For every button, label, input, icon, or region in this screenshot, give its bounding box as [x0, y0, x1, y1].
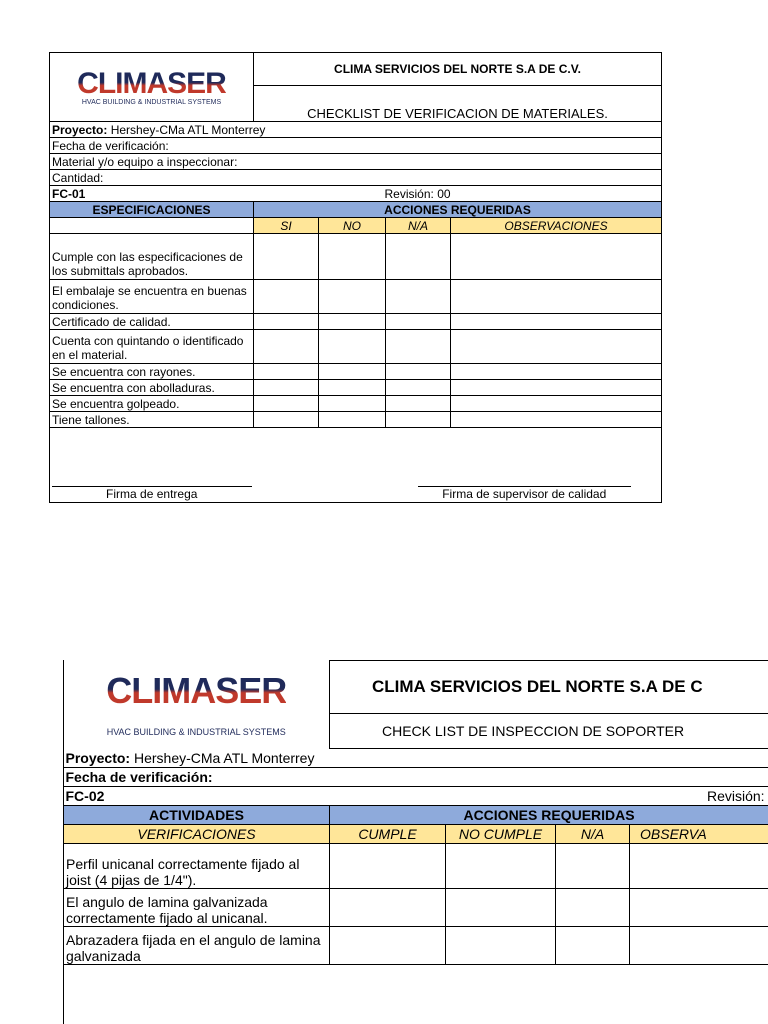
si-cell[interactable] — [254, 314, 319, 330]
company-logo: CLIMASER HVAC BUILDING & INDUSTRIAL SYSTEMS — [50, 53, 254, 122]
subheader-na: N/A — [556, 825, 630, 844]
table-row — [50, 380, 662, 396]
signature-delivery: Firma de entrega — [50, 486, 254, 503]
na-cell[interactable] — [386, 280, 451, 314]
material-row: Material y/o equipo a inspeccionar: — [50, 154, 662, 170]
quantity-row: Cantidad: — [50, 170, 662, 186]
company-name: CLIMA SERVICIOS DEL NORTE S.A DE C — [330, 661, 768, 714]
item-label: Abrazadera fijada en el angulo de lamina galvanizada — [64, 927, 330, 965]
table-row — [50, 412, 662, 428]
cumple-cell[interactable] — [330, 889, 446, 927]
form-code: FC-01 — [50, 186, 254, 202]
checklist-table-fc02 — [63, 660, 768, 965]
table-row — [50, 396, 662, 412]
item-label: Cumple con las especificaciones de los submittals aprobados. — [50, 234, 254, 280]
na-cell[interactable] — [386, 314, 451, 330]
no-cell[interactable] — [319, 314, 386, 330]
no-cell[interactable] — [319, 412, 386, 428]
table-row — [64, 844, 768, 889]
item-label: Cuenta con quintando o identificado en el material. — [50, 330, 254, 364]
form-code: FC-02 — [64, 787, 630, 806]
observations-cell[interactable] — [630, 844, 768, 889]
header-activities: ACTIVIDADES — [64, 806, 330, 825]
table-row — [64, 927, 768, 965]
table-row — [50, 280, 662, 314]
observations-cell[interactable] — [451, 364, 662, 380]
signature-space — [50, 428, 662, 487]
revision-label: Revisión: — [630, 787, 768, 806]
na-cell[interactable] — [386, 412, 451, 428]
si-cell[interactable] — [254, 234, 319, 280]
subheader-si: SI — [254, 218, 319, 234]
na-cell[interactable] — [556, 927, 630, 965]
si-cell[interactable] — [254, 412, 319, 428]
na-cell[interactable] — [386, 364, 451, 380]
na-cell[interactable] — [556, 844, 630, 889]
signature-supervisor: Firma de supervisor de calidad — [386, 486, 662, 503]
revision-label: Revisión: 00 — [254, 186, 662, 202]
observations-cell[interactable] — [630, 889, 768, 927]
na-cell[interactable] — [386, 396, 451, 412]
observations-cell[interactable] — [451, 380, 662, 396]
header-required-actions: ACCIONES REQUERIDAS — [254, 202, 662, 218]
si-cell[interactable] — [254, 280, 319, 314]
no-cell[interactable] — [319, 380, 386, 396]
subheader-verifications: VERIFICACIONES — [64, 825, 330, 844]
no-cumple-cell[interactable] — [446, 844, 556, 889]
item-label: Se encuentra con abolladuras. — [50, 380, 254, 396]
si-cell[interactable] — [254, 330, 319, 364]
observations-cell[interactable] — [451, 280, 662, 314]
observations-cell[interactable] — [451, 314, 662, 330]
na-cell[interactable] — [386, 234, 451, 280]
verification-date-row: Fecha de verificación: — [50, 138, 662, 154]
no-cumple-cell[interactable] — [446, 889, 556, 927]
item-label: Perfil unicanal correctamente fijado al joist (4 pijas de 1/4"). — [64, 844, 330, 889]
item-label: Se encuentra golpeado. — [50, 396, 254, 412]
header-specifications: ESPECIFICACIONES — [50, 202, 254, 218]
subheader-cumple: CUMPLE — [330, 825, 446, 844]
observations-cell[interactable] — [451, 396, 662, 412]
document-title: CHECKLIST DE VERIFICACION DE MATERIALES. — [254, 86, 662, 122]
item-label: Certificado de calidad. — [50, 314, 254, 330]
subheader-observations: OBSERVACIONES — [451, 218, 662, 234]
left-border-line — [63, 660, 64, 1024]
verification-date-row: Fecha de verificación: — [64, 768, 768, 787]
table-row — [50, 234, 662, 280]
project-row: Proyecto: Hershey-CMa ATL Monterrey — [50, 122, 662, 138]
subheader-no: NO — [319, 218, 386, 234]
si-cell[interactable] — [254, 380, 319, 396]
item-label: El angulo de lamina galvanizada correctamente fijado al unicanal. — [64, 889, 330, 927]
company-name: CLIMA SERVICIOS DEL NORTE S.A DE C.V. — [254, 53, 662, 86]
no-cell[interactable] — [319, 234, 386, 280]
project-row: Proyecto: Hershey-CMa ATL Monterrey — [64, 749, 768, 768]
header-required-actions: ACCIONES REQUERIDAS — [330, 806, 768, 825]
observations-cell[interactable] — [630, 927, 768, 965]
checklist-table-fc01 — [49, 52, 662, 503]
no-cell[interactable] — [319, 364, 386, 380]
item-label: Se encuentra con rayones. — [50, 364, 254, 380]
na-cell[interactable] — [386, 330, 451, 364]
na-cell[interactable] — [556, 889, 630, 927]
subheader-no-cumple: NO CUMPLE — [446, 825, 556, 844]
checklist-sheet-fc01 — [49, 52, 661, 503]
no-cell[interactable] — [319, 330, 386, 364]
no-cell[interactable] — [319, 280, 386, 314]
si-cell[interactable] — [254, 364, 319, 380]
company-logo: CLIMASER HVAC BUILDING & INDUSTRIAL SYSTEMS — [106, 669, 287, 737]
subheader-blank — [50, 218, 254, 234]
item-label: Tiene tallones. — [50, 412, 254, 428]
subheader-na: N/A — [386, 218, 451, 234]
checklist-sheet-fc02 — [63, 660, 768, 965]
no-cell[interactable] — [319, 396, 386, 412]
table-row — [50, 330, 662, 364]
na-cell[interactable] — [386, 380, 451, 396]
item-label: El embalaje se encuentra en buenas condiciones. — [50, 280, 254, 314]
table-row — [64, 889, 768, 927]
cumple-cell[interactable] — [330, 927, 446, 965]
observations-cell[interactable] — [451, 412, 662, 428]
table-row — [50, 314, 662, 330]
no-cumple-cell[interactable] — [446, 927, 556, 965]
cumple-cell[interactable] — [330, 844, 446, 889]
observations-cell[interactable] — [451, 234, 662, 280]
observations-cell[interactable] — [451, 330, 662, 364]
document-title: CHECK LIST DE INSPECCION DE SOPORTER — [330, 714, 768, 749]
si-cell[interactable] — [254, 396, 319, 412]
subheader-observations: OBSERVA — [630, 825, 768, 844]
table-row — [50, 364, 662, 380]
